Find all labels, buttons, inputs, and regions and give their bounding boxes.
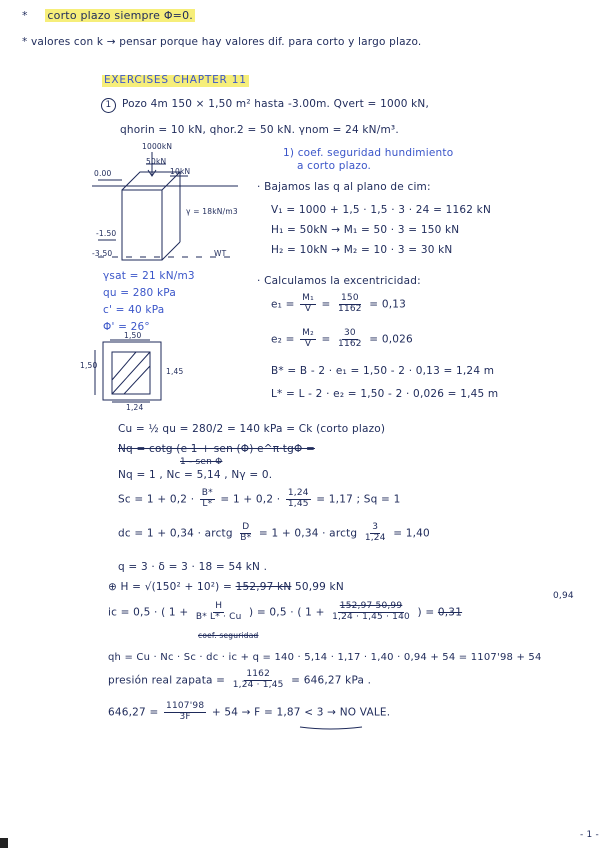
v1-line: V₁ = 1000 + 1,5 · 1,5 · 3 · 24 = 1162 kN — [271, 204, 492, 216]
note-2: * valores con k → pensar porque hay valores dif. para corto y largo plazo. — [22, 36, 422, 48]
final-num: 1107'98 — [166, 701, 205, 711]
plan-left-dim: 1,50 — [80, 361, 98, 370]
sc-num2: 1,24 — [287, 488, 309, 498]
dc-den2: 1,24 — [364, 532, 386, 543]
dc-mid: = 1 + 0,34 · arctg — [258, 527, 358, 540]
dc-result: = 1,40 — [393, 527, 430, 540]
sc-lhs: Sc = 1 + 0,2 · — [118, 493, 195, 506]
ic-result: ) = — [417, 606, 435, 619]
problem-line-2: qhorin = 10 kN, qhor.2 = 50 kN. γnom = 24 kN/m³. — [120, 124, 399, 136]
e1-den: V — [304, 303, 312, 314]
h2-line: H₂ = 10kN → M₂ = 10 · 3 = 30 kN — [271, 244, 453, 256]
label-level-2: -3.50 — [92, 249, 113, 258]
page-number: - 1 - — [580, 830, 599, 840]
section-heading-2: a corto plazo. — [297, 160, 372, 172]
ic-den2: 1,24 · 1,45 · 140 — [332, 611, 410, 622]
note-1-bullet: * — [22, 9, 28, 22]
presion-lhs: presión real zapata = — [108, 674, 226, 687]
final-lhs: 646,27 = — [108, 706, 159, 719]
label-left-level: 0.00 — [94, 169, 112, 178]
ic-num2: 152,97 50,99 — [339, 601, 403, 611]
e2-num2: 30 — [343, 328, 356, 338]
soil-phi: Φ' = 26° — [103, 321, 150, 333]
ic-lhs: ic = 0,5 · ( 1 + — [108, 606, 189, 619]
ic-den: B* L* · Cu — [195, 611, 242, 622]
ic-strike: 0,31 — [437, 606, 463, 619]
e2-lhs: e₂ = — [271, 333, 295, 346]
dc-num: D — [242, 522, 250, 532]
qh-line: qh = Cu · Nc · Sc · dc · ic + q = 140 · 5,14 · 1,17 · 1,40 · 0,94 + 54 = 1107'98 + 54 — [108, 652, 542, 663]
final-result: + 54 → F = 1,87 < 3 → NO VALE. — [211, 706, 391, 719]
bstar-line: B* = B - 2 · e₁ = 1,50 - 2 · 0,13 = 1,24 m — [271, 365, 495, 377]
e1-num: M₁ — [302, 293, 314, 303]
presion-den: 1,24 · 1,45 — [232, 679, 284, 690]
h-eq: ⊕ H = √(150² + 10²) = — [108, 581, 233, 593]
binder-mark — [0, 838, 8, 848]
ic-mid: ) = 0,5 · ( 1 + — [249, 606, 325, 619]
e1-den2: 1162 — [338, 303, 362, 314]
label-m1: 50kN — [146, 157, 167, 166]
dc-lhs: dc = 1 + 0,34 · arctg — [118, 527, 233, 540]
ic-final: 0,94 — [553, 591, 574, 601]
chapter-title: EXERCISES CHAPTER 11 — [104, 74, 247, 86]
plan-right-dim: 1,45 — [166, 367, 184, 376]
e2-den2: 1162 — [338, 338, 362, 349]
e2-eq: = — [321, 333, 331, 346]
sc-result: = 1,17 ; Sq = 1 — [316, 493, 401, 506]
bajamos-line: · Bajamos las q al plano de cim: — [257, 181, 431, 193]
label-top-load: 1000kN — [142, 142, 173, 151]
h-result: 50,99 kN — [294, 581, 344, 593]
soil-c: c' = 40 kPa — [103, 304, 165, 316]
lstar-line: L* = L - 2 · e₂ = 1,50 - 2 · 0,026 = 1,45 m — [271, 388, 499, 400]
excentricidad-line: · Calculamos la excentricidad: — [257, 275, 421, 287]
e1-lhs: e₁ = — [271, 298, 295, 311]
e2-num: M₂ — [302, 328, 314, 338]
section-heading-1: 1) coef. seguridad hundimiento — [283, 147, 454, 159]
sc-den2: 1,45 — [287, 498, 309, 509]
label-wt: WT — [214, 249, 227, 258]
ic-num: H — [215, 601, 223, 611]
label-gamma: γ = 18kN/m3 — [186, 207, 238, 216]
dc-den: B* — [240, 532, 252, 543]
presion-num: 1162 — [246, 669, 271, 679]
e1-num2: 150 — [341, 293, 359, 303]
sc-num: B* — [201, 488, 213, 498]
h-strike: 152,97 kN — [235, 581, 292, 593]
label-right-load: 10kN — [170, 167, 191, 176]
nq-strike-den: 1 - sen Φ — [180, 457, 223, 467]
soil-qu: qu = 280 kPa — [103, 287, 176, 299]
soil-gsat: γsat = 21 kN/m3 — [103, 270, 195, 282]
problem-number: 1 — [101, 98, 116, 113]
q-line: q = 3 · δ = 3 · 18 = 54 kN . — [118, 561, 268, 573]
final-den: 3F — [179, 711, 191, 722]
e1-result: = 0,13 — [369, 298, 407, 311]
plan-bottom-dim: 1,24 — [126, 403, 144, 412]
dc-num2: 3 — [372, 522, 379, 532]
nq-strike: Nq = cotg (e 1 + sen (Φ) e^π·tgΦ = — [118, 443, 315, 455]
plan-top-dim: 1,50 — [124, 331, 142, 340]
sc-den: L* — [202, 498, 213, 509]
label-level-1: -1.50 — [96, 229, 117, 238]
e2-den: V — [304, 338, 312, 349]
ic-note: coef. seguridad — [198, 631, 259, 640]
e2-result: = 0,026 — [369, 333, 413, 346]
problem-text-1: Pozo 4m 150 × 1,50 m² hasta -3.00m. Qvert = 1000 kN, — [122, 98, 430, 110]
n-values-line: Nq = 1 , Nc = 5,14 , Nγ = 0. — [118, 469, 273, 481]
sc-mid: = 1 + 0,2 · — [220, 493, 281, 506]
cu-line: Cu = ½ qu = 280/2 = 140 kPa = Ck (corto plazo) — [118, 423, 386, 435]
e1-eq: = — [321, 298, 331, 311]
note-1-text: corto plazo siempre Φ=0. — [47, 9, 193, 22]
presion-result: = 646,27 kPa . — [291, 674, 372, 687]
h1-line: H₁ = 50kN → M₁ = 50 · 3 = 150 kN — [271, 224, 460, 236]
